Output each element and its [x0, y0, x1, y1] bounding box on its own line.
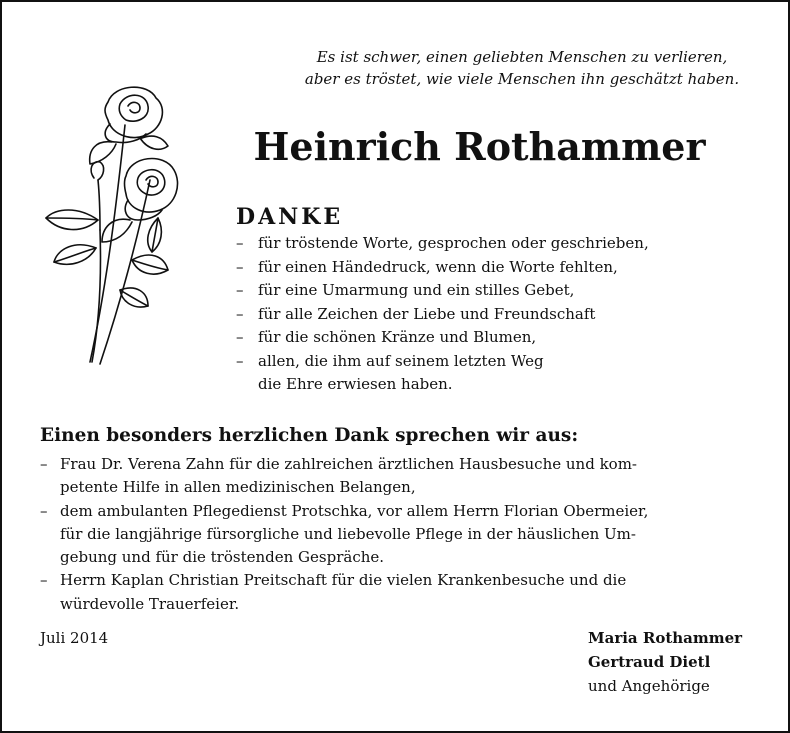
thanks-item: – für tröstende Worte, gesprochen oder geschrieben,	[236, 232, 756, 256]
thanks-item: – für eine Umarmung und ein stilles Gebet,	[236, 279, 756, 303]
thanks-item: – für alle Zeichen der Liebe und Freundschaft	[236, 303, 756, 327]
special-thanks-item	[40, 500, 752, 570]
thanks-item-continuation: die Ehre erwiesen haben.	[258, 375, 453, 393]
signer-name: Gertraud Dietl	[588, 653, 711, 671]
signer-name: Maria Rothammer	[588, 629, 743, 647]
thanks-item: – für die schönen Kränze und Blumen,	[236, 326, 756, 350]
special-thanks-item	[40, 569, 752, 616]
special-thanks-item	[40, 453, 752, 500]
special-thanks-line: gebung und für die tröstenden Gespräche.	[60, 548, 385, 567]
thanks-item: – für einen Händedruck, wenn die Worte fehlten,	[236, 256, 756, 280]
thanks-item: – allen, die ihm auf seinem letzten Weg	[236, 350, 756, 374]
special-thanks-line: würdevolle Trauerfeier.	[60, 594, 240, 613]
thanks-list	[236, 232, 756, 397]
special-thanks-line: – Frau Dr. Verena Zahn für die zahlreichen ärztlichen Hausbesuche und kom-	[60, 455, 637, 473]
special-thanks-list	[40, 453, 752, 616]
special-thanks-line: für die langjährige fürsorgliche und liebevolle Pflege in der häuslichen Um-	[60, 524, 636, 543]
motto-quote	[277, 46, 767, 90]
signer-relatives: und Angehörige	[588, 677, 710, 695]
special-thanks-line: – Herrn Kaplan Christian Preitschaft für die vielen Krankenbesuche und die	[60, 571, 627, 590]
date: Juli 2014	[40, 629, 109, 647]
special-thanks-line: – dem ambulanten Pflegedienst Protschka, vor allem Herrn Florian Obermeier,	[60, 501, 649, 520]
motto-line-2: aber es tröstet, wie viele Menschen ihn geschätzt haben.	[304, 70, 740, 88]
rose-illustration-icon	[30, 80, 180, 380]
special-thanks-heading: Einen besonders herzlichen Dank sprechen wir aus:	[40, 425, 579, 446]
signers	[588, 626, 768, 698]
danke-heading: DANKE	[236, 204, 344, 230]
special-thanks-line: petente Hilfe in allen medizinischen Belangen,	[60, 478, 416, 497]
deceased-name: Heinrich Rothammer	[253, 124, 706, 169]
motto-line-1: Es ist schwer, einen geliebten Menschen zu verlieren,	[316, 48, 728, 66]
